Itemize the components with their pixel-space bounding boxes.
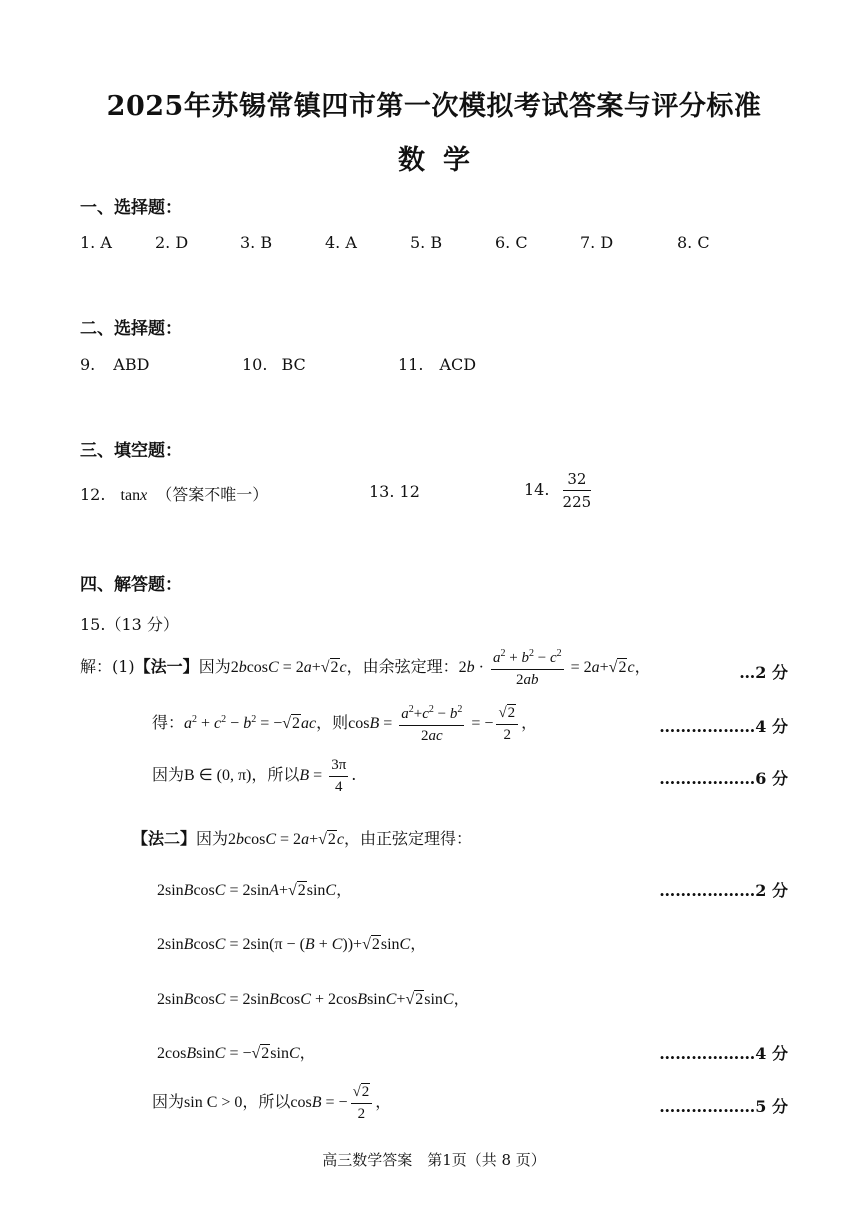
sine-law-text: ，由正弦定理得： [343, 829, 472, 848]
comma-2: ， [521, 713, 538, 733]
answer-14 [524, 470, 594, 511]
answer-9 [80, 355, 149, 374]
period-1: . [351, 765, 357, 785]
method2-line6 [152, 1084, 391, 1123]
section-2-heading: 二、选择题： [80, 319, 182, 339]
answer-14-fraction [563, 470, 592, 511]
method2-line5: 2cosBsinC = −√2sinC， [157, 1045, 316, 1062]
sinC-positive: sin C > 0 [184, 1094, 243, 1112]
answer-8: 8. C [677, 233, 710, 252]
answer-11-num: 11. [398, 355, 424, 374]
answer-12-var: x [140, 487, 148, 504]
cosB-value: cosB = − $\frac{√2}{2}$ [290, 1094, 375, 1111]
score-2: …2 分 [739, 663, 788, 682]
answer-10-num: 10. [242, 355, 268, 374]
answer-12-note: （答案不唯一） [156, 485, 269, 504]
answer-13: 13. 12 [369, 482, 420, 501]
section-3-heading: 三、填空题： [80, 441, 182, 461]
cosine-law-equation: 2b · $\frac{a^2 + b^2 - c^2}{2ab}$ = 2a+√2c [458, 648, 635, 688]
answer-14-numerator: 32 [563, 470, 592, 491]
answer-2: 2. D [155, 233, 189, 252]
question-15-header: 15.（13 分） [80, 615, 179, 634]
answer-11 [398, 355, 476, 374]
section-4-heading: 四、解答题： [80, 575, 182, 595]
answer-14-num: 14. [524, 480, 550, 499]
comma-3: ， [336, 882, 353, 899]
comma-1: ， [634, 657, 651, 677]
method2-line3: 2sinBcosC = 2sin(π − (B + C))+√2sinC， [157, 936, 427, 953]
answer-4: 4. A [325, 233, 357, 252]
cosB-equation: cosB = $\frac{a^2+c^2 - b^2}{2ac}$ = − $\frac{√2}{2}$ [348, 715, 521, 732]
method1-label: 【法一】 [134, 657, 199, 677]
score-4: ………………4 分 [659, 717, 788, 736]
answer-14-denominator: 225 [562, 493, 592, 511]
so-text-2: ，所以 [242, 1092, 291, 1112]
subject-heading: 数学 [398, 145, 488, 176]
answer-7: 7. D [580, 233, 614, 252]
solution-prefix: 解：(1) [80, 657, 135, 677]
answer-11-value: ACD [439, 355, 477, 374]
comma-5: ， [453, 991, 470, 1008]
given-equation: 2bcosC = 2a+√2c [230, 659, 347, 677]
method1-line3 [152, 757, 356, 796]
method1-line2 [152, 704, 537, 745]
comma-4: ， [410, 936, 427, 953]
score-6: ………………6 分 [659, 769, 788, 788]
method2-line1 [132, 826, 472, 849]
derived-equation: $a^2 + c^2 - b^2 = -√2ac$ [184, 714, 317, 733]
method1-line1 [80, 648, 651, 689]
answer-12 [80, 482, 268, 505]
because-text-3: 因为 [196, 829, 229, 848]
so-text: ，所以 [251, 765, 300, 785]
because-text-2: 因为 [152, 765, 185, 785]
page-footer: 高三数学答案 第1页（共 8 页） [322, 1151, 546, 1169]
B-value: B = $\frac{3\pi}{4}$ [299, 757, 347, 795]
answer-12-func: tan [120, 487, 141, 504]
score-4b: ………………4 分 [659, 1044, 788, 1063]
interval-expression: B ∈ (0, π) [184, 767, 252, 785]
because-text-4: 因为 [152, 1092, 185, 1112]
answer-9-num: 9. [80, 355, 96, 374]
answer-6: 6. C [495, 233, 528, 252]
score-5: ………………5 分 [659, 1097, 788, 1116]
score-2b: ………………2 分 [659, 881, 788, 900]
method2-line4: 2sinBcosC = 2sinBcosC + 2cosBsinC+√2sinC， [157, 991, 470, 1008]
answer-1: 1. A [80, 233, 112, 252]
cosine-law-text: ，由余弦定理： [346, 657, 459, 677]
answer-9-value: ABD [113, 355, 150, 374]
method2-label: 【法二】 [132, 829, 197, 848]
then-text: ，则 [316, 713, 349, 733]
page-title: 2025年苏锡常镇四市第一次模拟考试答案与评分标准 [106, 91, 762, 122]
section-1-heading: 一、选择题： [80, 198, 182, 218]
method2-line2: 2sinBcosC = 2sinA+√2sinC， [157, 882, 353, 899]
comma-6: ， [299, 1045, 316, 1062]
given-equation-2: 2bcosC = 2a+√2c [228, 831, 344, 848]
answer-10 [242, 355, 306, 374]
because-text: 因为 [198, 657, 231, 677]
answer-10-value: BC [281, 355, 306, 374]
comma-7: ， [375, 1092, 392, 1112]
answer-5: 5. B [410, 233, 443, 252]
answer-3: 3. B [240, 233, 273, 252]
get-text: 得： [152, 713, 185, 733]
answer-12-num: 12. [80, 485, 106, 504]
